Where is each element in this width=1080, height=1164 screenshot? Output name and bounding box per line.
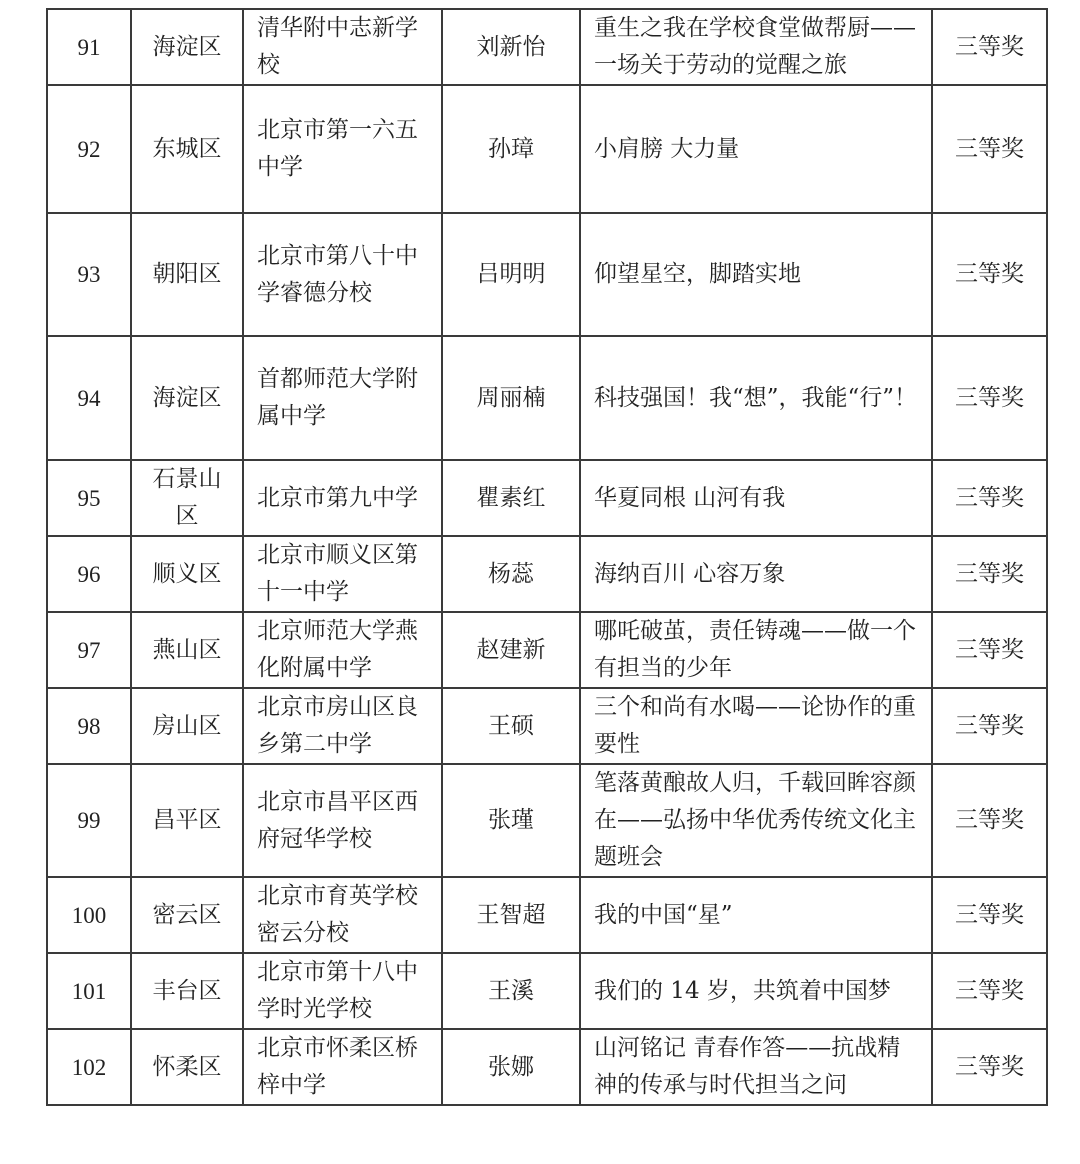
district-text: 石景山区 — [152, 466, 222, 529]
cell-district — [131, 612, 243, 688]
cell-number: 98 — [47, 688, 131, 764]
cell-title: 海纳百川 心容万象 — [580, 536, 932, 612]
cell-title: 小肩膀 大力量 — [580, 85, 932, 213]
award-list-body — [47, 9, 1047, 1105]
cell-number: 102 — [47, 1029, 131, 1105]
cell-number: 101 — [47, 953, 131, 1029]
table-row-93 — [47, 213, 1047, 336]
cell-school: 北京市昌平区西府冠华学校 — [243, 764, 442, 877]
district-text: 朝阳区 — [152, 261, 222, 287]
cell-name: 吕明明 — [442, 213, 580, 336]
table-row-95 — [47, 460, 1047, 536]
cell-title: 哪吒破茧，责任铸魂——做一个有担当的少年 — [580, 612, 932, 688]
cell-name: 刘新怡 — [442, 9, 580, 85]
district-text: 密云区 — [152, 901, 222, 928]
cell-school: 北京师范大学燕化附属中学 — [243, 612, 442, 688]
table-row-102 — [47, 1029, 1047, 1105]
cell-district — [131, 877, 243, 953]
cell-award: 三等奖 — [932, 536, 1047, 612]
district-text: 东城区 — [152, 135, 222, 162]
cell-district — [131, 213, 243, 336]
cell-number: 93 — [47, 213, 131, 336]
cell-school: 北京市房山区良乡第二中学 — [243, 688, 442, 764]
cell-district — [131, 953, 243, 1029]
table-row-100 — [47, 877, 1047, 953]
cell-school: 首都师范大学附属中学 — [243, 336, 442, 460]
cell-district — [131, 85, 243, 213]
cell-name: 张娜 — [442, 1029, 580, 1105]
district-text: 燕山区 — [152, 636, 222, 663]
district-text: 怀柔区 — [152, 1053, 222, 1080]
cell-title: 仰望星空，脚踏实地 — [580, 213, 932, 336]
cell-number: 95 — [47, 460, 131, 536]
cell-school: 北京市第十八中学时光学校 — [243, 953, 442, 1029]
cell-district — [131, 460, 243, 536]
district-text: 海淀区 — [152, 33, 222, 60]
cell-name: 张瑾 — [442, 764, 580, 877]
cell-award: 三等奖 — [932, 213, 1047, 336]
cell-name: 孙璋 — [442, 85, 580, 213]
cell-title: 重生之我在学校食堂做帮厨——一场关于劳动的觉醒之旅 — [580, 9, 932, 85]
cell-district — [131, 1029, 243, 1105]
cell-school: 清华附中志新学校 — [243, 9, 442, 85]
cell-number: 96 — [47, 536, 131, 612]
cell-title: 三个和尚有水喝——论协作的重要性 — [580, 688, 932, 764]
cell-name: 赵建新 — [442, 612, 580, 688]
table-row-101 — [47, 953, 1047, 1029]
cell-school: 北京市第九中学 — [243, 460, 442, 536]
cell-award: 三等奖 — [932, 953, 1047, 1029]
cell-district — [131, 688, 243, 764]
district-text: 海淀区 — [152, 384, 222, 411]
table-row-92 — [47, 85, 1047, 213]
cell-award: 三等奖 — [932, 877, 1047, 953]
cell-school: 北京市第八十中学睿德分校 — [243, 213, 442, 336]
cell-school: 北京市第一六五中学 — [243, 85, 442, 213]
award-list-table — [46, 8, 1048, 1106]
district-text: 昌平区 — [152, 807, 222, 833]
cell-school: 北京市顺义区第十一中学 — [243, 536, 442, 612]
cell-name: 杨蕊 — [442, 536, 580, 612]
cell-title: 笔落黄酿故人归，千载回眸容颜在——弘扬中华优秀传统文化主题班会 — [580, 764, 932, 877]
cell-award: 三等奖 — [932, 1029, 1047, 1105]
cell-school: 北京市怀柔区桥梓中学 — [243, 1029, 442, 1105]
cell-school: 北京市育英学校密云分校 — [243, 877, 442, 953]
district-text: 丰台区 — [152, 977, 222, 1004]
table-row-96 — [47, 536, 1047, 612]
cell-number: 97 — [47, 612, 131, 688]
cell-district — [131, 9, 243, 85]
cell-name: 王智超 — [442, 877, 580, 953]
cell-district — [131, 336, 243, 460]
cell-award: 三等奖 — [932, 9, 1047, 85]
cell-name: 周丽楠 — [442, 336, 580, 460]
cell-award: 三等奖 — [932, 612, 1047, 688]
cell-title: 我的中国“星” — [580, 877, 932, 953]
table-row-94 — [47, 336, 1047, 460]
cell-number: 92 — [47, 85, 131, 213]
cell-name: 王硕 — [442, 688, 580, 764]
cell-award: 三等奖 — [932, 688, 1047, 764]
cell-award: 三等奖 — [932, 764, 1047, 877]
cell-title: 我们的 14 岁，共筑着中国梦 — [580, 953, 932, 1029]
cell-district — [131, 764, 243, 877]
table-row-91 — [47, 9, 1047, 85]
table-row-97 — [47, 612, 1047, 688]
cell-name: 王溪 — [442, 953, 580, 1029]
cell-district — [131, 536, 243, 612]
cell-number: 94 — [47, 336, 131, 460]
cell-title: 华夏同根 山河有我 — [580, 460, 932, 536]
table-row-98 — [47, 688, 1047, 764]
cell-award: 三等奖 — [932, 85, 1047, 213]
district-text: 房山区 — [152, 712, 222, 739]
cell-name: 瞿素红 — [442, 460, 580, 536]
cell-number: 91 — [47, 9, 131, 85]
cell-title: 山河铭记 青春作答——抗战精神的传承与时代担当之问 — [580, 1029, 932, 1105]
cell-title: 科技强国！我“想”，我能“行”！ — [580, 336, 932, 460]
cell-award: 三等奖 — [932, 460, 1047, 536]
cell-award: 三等奖 — [932, 336, 1047, 460]
table-row-99 — [47, 764, 1047, 877]
cell-number: 100 — [47, 877, 131, 953]
cell-number: 99 — [47, 764, 131, 877]
district-text: 顺义区 — [152, 560, 222, 587]
